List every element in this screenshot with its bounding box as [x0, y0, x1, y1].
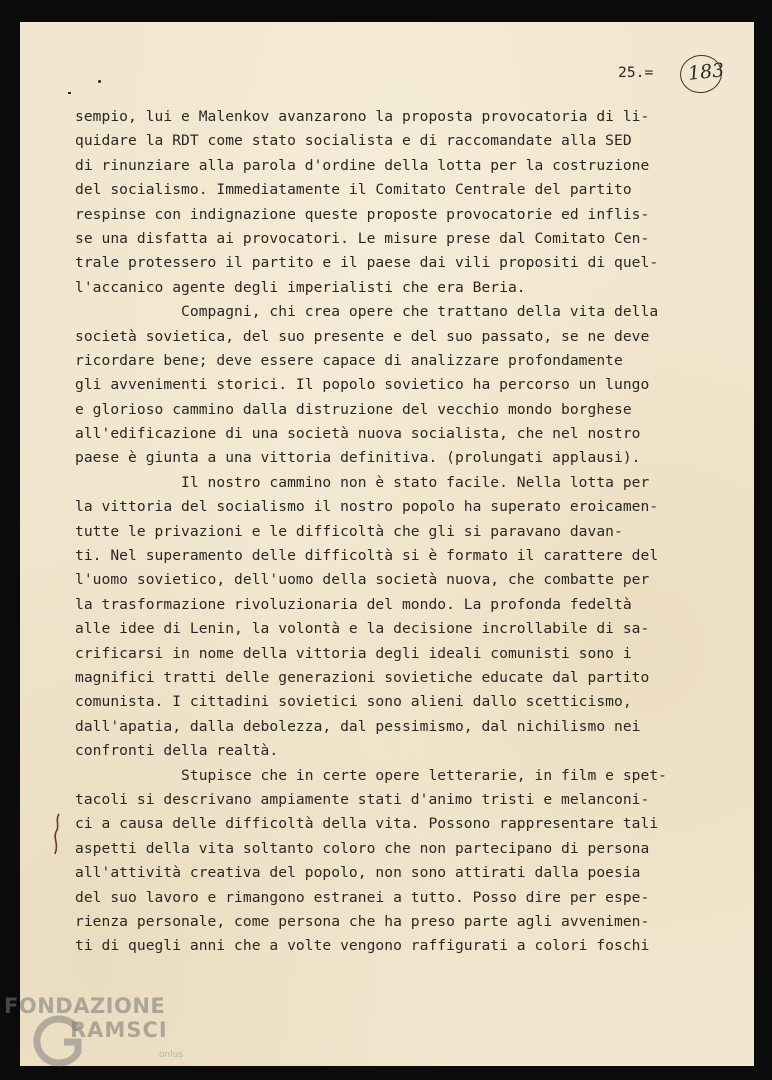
- text-line: tacoli si descrivano ampiamente stati d'animo tristi e melanconi-: [75, 790, 650, 808]
- watermark-line-1: FONDAZIONE: [4, 994, 166, 1018]
- text-line: Compagni, chi crea opere che trattano della vita della: [75, 303, 659, 321]
- text-line: società sovietica, del suo presente e del suo passato, se ne deve: [75, 327, 650, 345]
- text-line: Stupisce che in certe opere letterarie, in film e spet-: [75, 766, 668, 784]
- text-line: la vittoria del socialismo il nostro popolo ha superato eroicamen-: [75, 498, 659, 516]
- text-line: comunista. I cittadini sovietici sono alieni dallo scetticismo,: [75, 693, 632, 711]
- text-line: paese è giunta a una vittoria definitiva. (prolungati applausi).: [75, 449, 641, 467]
- text-line: e glorioso cammino dalla distruzione del vecchio mondo borghese: [75, 400, 632, 418]
- document-page: [20, 22, 754, 1066]
- text-line: magnifici tratti delle generazioni sovietiche educate dal partito: [75, 668, 650, 686]
- text-line: all'attività creativa del popolo, non sono attirati dalla poesia: [75, 864, 641, 882]
- text-line: se una disfatta ai provocatori. Le misure prese dal Comitato Cen-: [75, 229, 650, 247]
- page-number: 25.=: [618, 64, 654, 81]
- text-line: del suo lavoro e rimangono estranei a tutto. Posso dire per espe-: [75, 888, 650, 906]
- typed-dot-mark: [98, 80, 101, 83]
- text-line: dall'apatia, dalla debolezza, dal pessimismo, dal nichilismo nei: [75, 717, 641, 735]
- text-line: ti di quegli anni che a volte vengono raffigurati a colori foschi: [75, 937, 650, 955]
- text-line: sempio, lui e Malenkov avanzarono la proposta provocatoria di li-: [75, 108, 650, 125]
- text-line: respinse con indignazione queste proposte provocatorie ed inflis-: [75, 205, 650, 223]
- watermark-line-2: RAMSCI: [70, 1018, 168, 1042]
- text-line: trale protessero il partito e il paese dai vili propositi di quel-: [75, 254, 659, 272]
- text-line: confronti della realtà.: [75, 742, 279, 760]
- text-line: gli avvenimenti storici. Il popolo sovietico ha percorso un lungo: [75, 376, 650, 394]
- typed-tick-mark: [68, 92, 71, 94]
- text-line: di rinunziare alla parola d'ordine della lotta per la costruzione: [75, 156, 650, 174]
- text-line: quidare la RDT come stato socialista e di raccomandate alla SED: [75, 132, 632, 150]
- text-line: all'edificazione di una società nuova socialista, che nel nostro: [75, 425, 641, 443]
- text-line: tutte le privazioni e le difficoltà che gli si paravano davan-: [75, 522, 623, 540]
- text-line: aspetti della vita soltanto coloro che non partecipano di persona: [75, 839, 650, 857]
- text-line: rienza personale, come persona che ha preso parte agli avvenimen-: [75, 912, 650, 930]
- text-line: del socialismo. Immediatamente il Comitato Centrale del partito: [75, 181, 632, 199]
- watermark-subtitle: onlus: [159, 1050, 184, 1060]
- text-line: alle idee di Lenin, la volontà e la decisione incrollabile di sa-: [75, 620, 650, 638]
- text-line: l'accanico agente degli imperialisti che era Beria.: [75, 278, 526, 296]
- typewritten-body: [75, 105, 705, 959]
- text-line: crificarsi in nome della vittoria degli ideali comunisti sono i: [75, 644, 632, 662]
- text-line: Il nostro cammino non è stato facile. Nella lotta per: [75, 473, 650, 491]
- text-line: ricordare bene; deve essere capace di analizzare profondamente: [75, 351, 623, 369]
- text-line: ci a causa delle difficoltà della vita. Possono rappresentare tali: [75, 815, 659, 833]
- fondazione-gramsci-watermark: [4, 994, 244, 1076]
- text-line: la trasformazione rivoluzionaria del mondo. La profonda fedeltà: [75, 595, 632, 613]
- text-line: ti. Nel superamento delle difficoltà si è formato il carattere del: [75, 547, 659, 565]
- folio-number: 183: [686, 59, 726, 85]
- text-line: l'uomo sovietico, dell'uomo della società nuova, che combatte per: [75, 571, 650, 589]
- margin-pencil-mark: [50, 812, 64, 856]
